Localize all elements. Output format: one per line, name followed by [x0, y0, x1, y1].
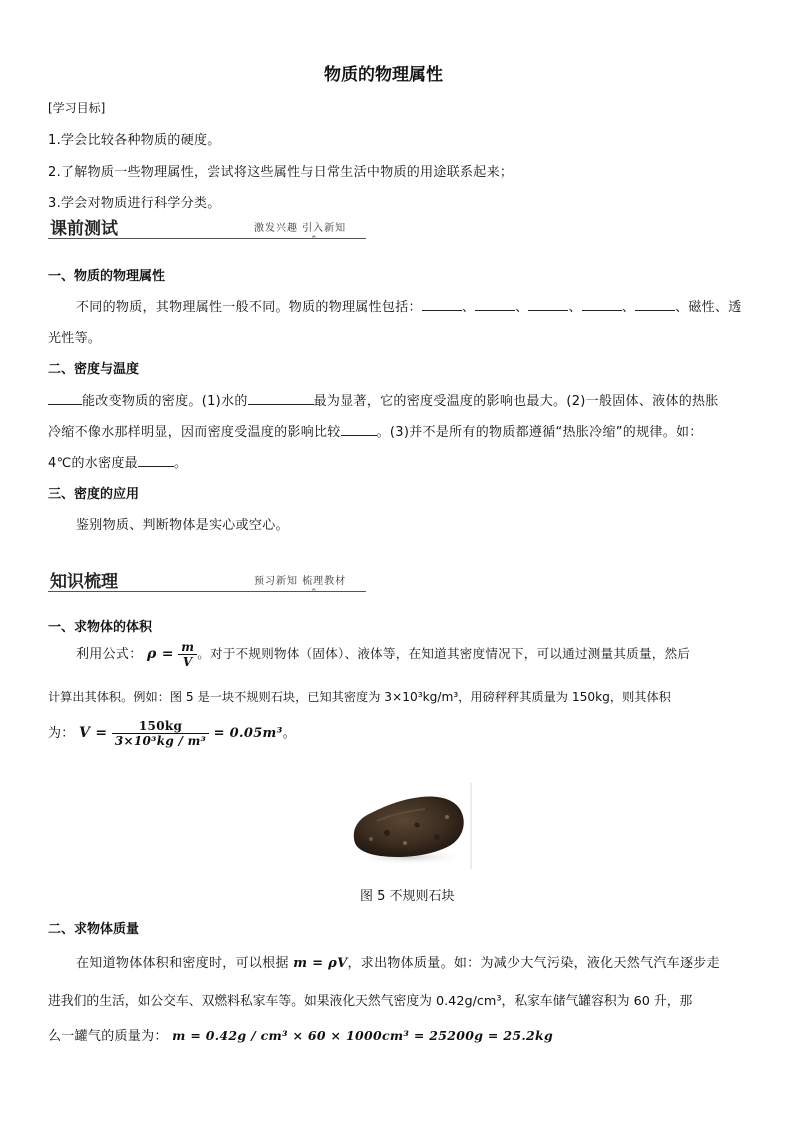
text-run: 为：: [48, 726, 75, 741]
page-title: 物质的物理属性: [324, 65, 443, 85]
fill-blank[interactable]: [582, 297, 622, 311]
separator: 、: [568, 300, 582, 315]
formula-fraction: [178, 640, 197, 669]
separator: 、: [621, 300, 636, 315]
paragraph-line: [76, 952, 720, 971]
paragraph-line: [48, 719, 296, 748]
fraction-numerator: m: [178, 640, 197, 655]
objectives-heading: [学习目标]: [48, 101, 106, 115]
text-run: 能改变物质的密度。(1)水的: [82, 394, 248, 409]
banner-subtitle: 预习新知 梳理教材: [254, 576, 347, 587]
paragraph-line: 光性等。: [48, 331, 102, 346]
section-heading: 一、物质的物理属性: [48, 269, 166, 284]
text-run: 。: [282, 726, 296, 741]
section-heading: 一、求物体的体积: [48, 620, 153, 635]
fraction-numerator: 150kg: [112, 719, 209, 734]
paragraph-line: 鉴别物质、判断物体是实心或空心。: [76, 518, 289, 533]
paragraph-line: [48, 1025, 553, 1044]
objective-item: 1.学会比较各种物质的硬度。: [48, 133, 221, 148]
text-run: 。: [173, 456, 188, 471]
fill-blank[interactable]: [138, 453, 174, 467]
fill-blank[interactable]: [248, 391, 314, 405]
formula-fraction: [112, 719, 209, 748]
formula-rho: ρ =: [146, 646, 174, 662]
separator: 、: [515, 300, 529, 315]
banner-rule: [48, 238, 366, 239]
banner-title: 知识梳理: [50, 572, 118, 592]
fill-blank[interactable]: [48, 391, 82, 405]
fill-blank[interactable]: [635, 297, 675, 311]
text-run: 不同的物质，其物理属性一般不同。物质的物理属性包括：: [76, 300, 422, 315]
banner-rule: [48, 591, 366, 592]
formula-calculation: m = 0.42g / cm³ × 60 × 1000cm³ = 25200g = 25.2kg: [172, 1028, 553, 1043]
fill-blank[interactable]: [341, 422, 377, 436]
formula-result: = 0.05m³: [213, 726, 283, 741]
separator: 、: [461, 300, 476, 315]
section-banner-pretest: [48, 214, 368, 244]
paragraph-line: 计算出其体积。例如：图 5 是一块不规则石块，已知其密度为 3×10³kg/m³，用磅秤秤其质量为 150kg，则其体积: [48, 690, 671, 704]
paragraph-line: [76, 640, 690, 669]
paragraph-line: [48, 390, 719, 409]
section-heading: 二、求物体质量: [48, 922, 140, 937]
paragraph-line: 进我们的生活，如公交车、双燃料私家车等。如果液化天然气密度为 0.42g/cm³，私家车储气罐容积为 60 升，那: [48, 994, 693, 1009]
banner-tick-icon: ⌃: [310, 588, 318, 598]
text-run: ，求出物体质量。如：为减少大气污染，液化天然气汽车逐步走: [347, 956, 720, 971]
formula-V: V =: [79, 725, 108, 741]
fill-blank[interactable]: [422, 297, 462, 311]
formula-mass: m = ρV: [293, 956, 348, 971]
text-run: 。对于不规则物体（固体）、液体等，在知道其密度情况下，可以通过测量其质量，然后: [197, 646, 691, 661]
banner-title: 课前测试: [50, 219, 118, 239]
paragraph-line: [76, 296, 742, 315]
paragraph-line: [48, 421, 703, 440]
text-run: 最为显著，它的密度受温度的影响也最大。(2)一般固体、液体的热胀: [313, 394, 719, 409]
fill-blank[interactable]: [528, 297, 568, 311]
objective-item: 3.学会对物质进行科学分类。: [48, 196, 221, 211]
section-banner-knowledge: [48, 567, 368, 597]
text-run: 冷缩不像水那样明显，因而密度受温度的影响比较: [48, 425, 341, 440]
text-run: 利用公式：: [76, 647, 143, 662]
text-run: 、磁性、透: [675, 300, 742, 315]
banner-subtitle: 激发兴趣 引入新知: [254, 223, 347, 234]
section-heading: 二、密度与温度: [48, 362, 140, 377]
rock-image: [347, 781, 473, 871]
fill-blank[interactable]: [475, 297, 515, 311]
section-heading: 三、密度的应用: [48, 487, 140, 502]
fraction-denominator: 3×10³kg / m³: [114, 734, 207, 748]
rock-illustration: [347, 781, 473, 871]
paragraph-line: [48, 452, 187, 471]
text-run: 么一罐气的质量为：: [48, 1029, 168, 1044]
objective-item: 2.了解物质一些物理属性，尝试将这些属性与日常生活中物质的用途联系起来；: [48, 165, 514, 180]
text-run: 在知道物体体积和密度时，可以根据: [76, 956, 289, 971]
text-run: 4℃的水密度最: [48, 456, 138, 471]
text-run: 。(3)并不是所有的物质都遵循“热胀冷缩”的规律。如：: [376, 425, 703, 440]
fraction-denominator: V: [182, 655, 193, 669]
banner-tick-icon: ⌃: [310, 235, 318, 245]
figure-caption: 图 5 不规则石块: [360, 889, 455, 904]
